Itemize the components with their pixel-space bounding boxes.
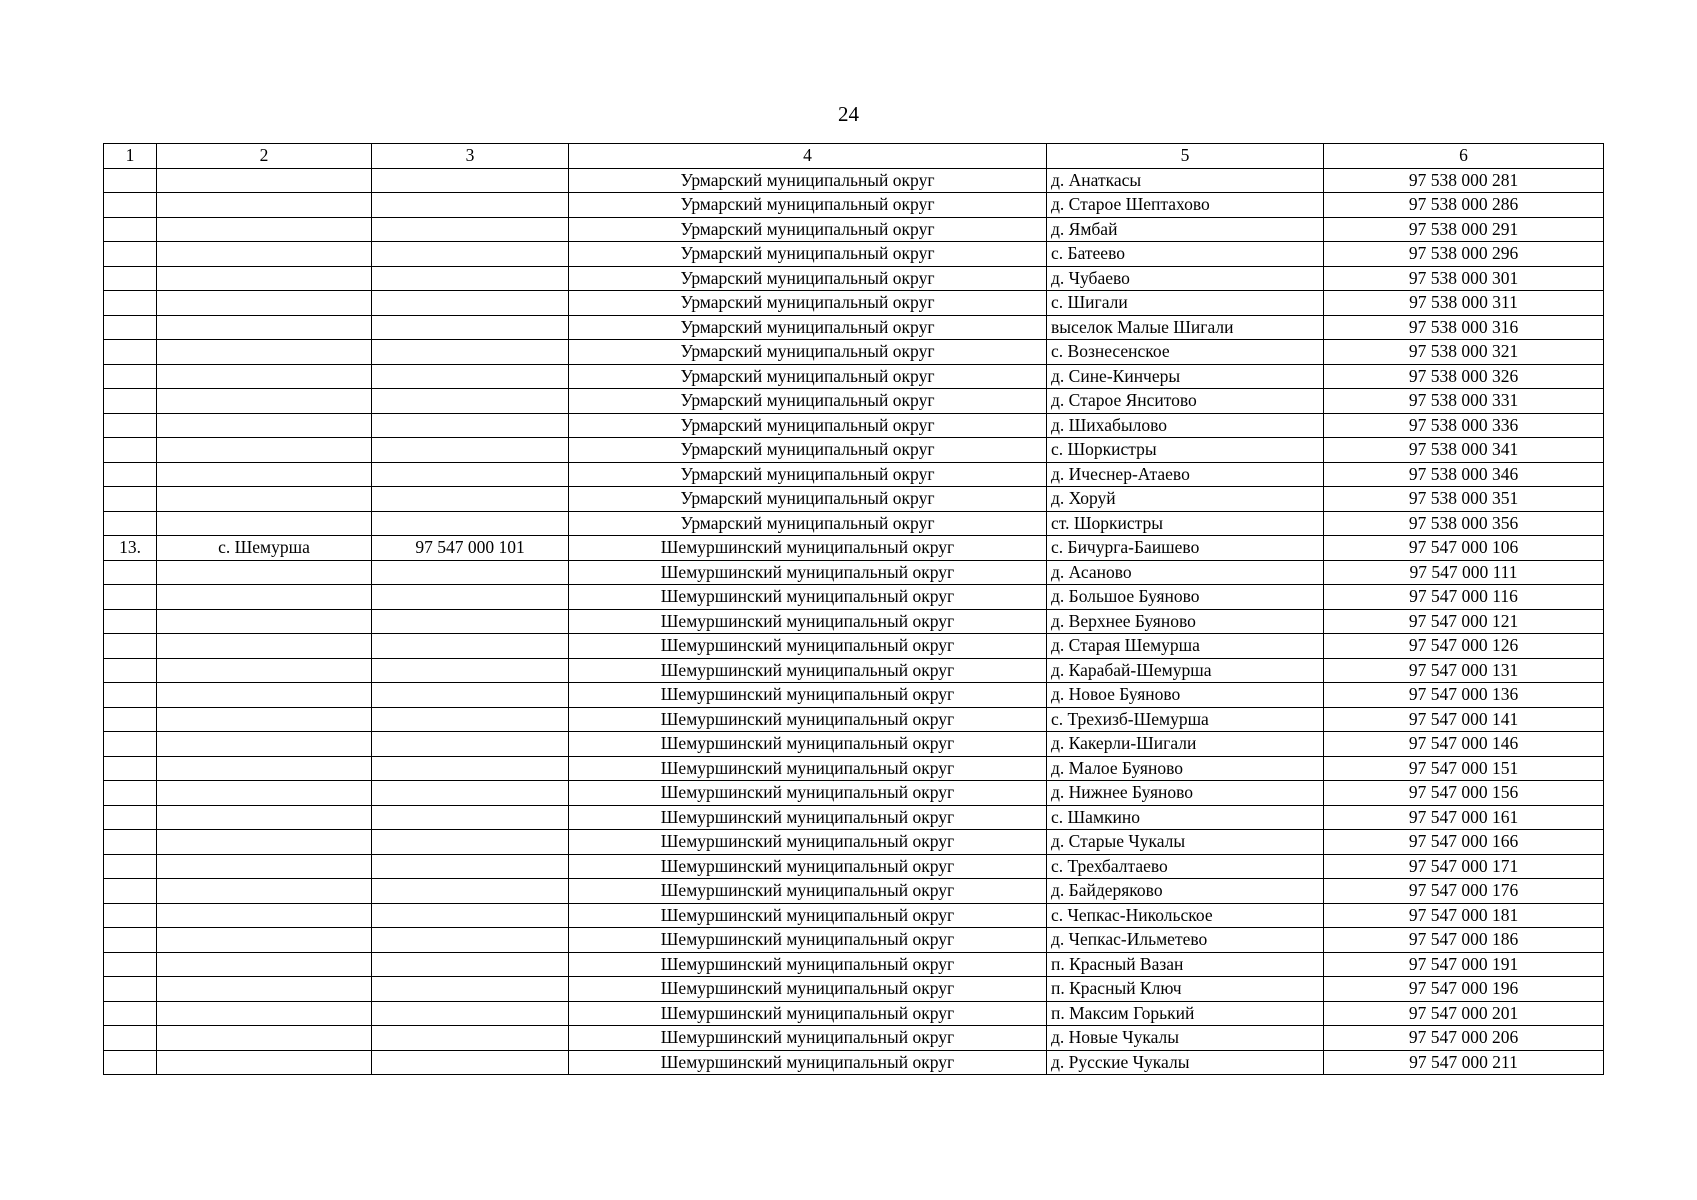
center-code-cell (372, 315, 569, 340)
center-cell (157, 193, 372, 218)
settlement-code-cell: 97 538 000 281 (1324, 168, 1604, 193)
row-number-cell (104, 707, 157, 732)
column-header: 2 (157, 144, 372, 169)
municipal-district-cell: Шемуршинский муниципальный округ (569, 560, 1047, 585)
settlement-code-cell: 97 538 000 286 (1324, 193, 1604, 218)
center-code-cell (372, 462, 569, 487)
settlement-cell: с. Шоркистры (1047, 438, 1324, 463)
municipal-district-cell: Шемуршинский муниципальный округ (569, 854, 1047, 879)
settlement-cell: с. Трехизб-Шемурша (1047, 707, 1324, 732)
table-row (104, 781, 1604, 806)
center-code-cell: 97 547 000 101 (372, 536, 569, 561)
municipal-district-cell: Шемуршинский муниципальный округ (569, 1026, 1047, 1051)
settlement-code-cell: 97 547 000 111 (1324, 560, 1604, 585)
municipal-district-cell: Урмарский муниципальный округ (569, 266, 1047, 291)
settlement-code-cell: 97 538 000 316 (1324, 315, 1604, 340)
municipal-district-cell: Урмарский муниципальный округ (569, 487, 1047, 512)
municipal-district-cell: Шемуршинский муниципальный округ (569, 585, 1047, 610)
municipal-district-cell: Шемуршинский муниципальный округ (569, 732, 1047, 757)
settlement-cell: ст. Шоркистры (1047, 511, 1324, 536)
row-number-cell: 13. (104, 536, 157, 561)
settlement-cell: п. Максим Горький (1047, 1001, 1324, 1026)
settlement-cell: д. Анаткасы (1047, 168, 1324, 193)
column-header: 6 (1324, 144, 1604, 169)
table-header-row (104, 144, 1604, 169)
row-number-cell (104, 854, 157, 879)
settlement-cell: д. Старое Шептахово (1047, 193, 1324, 218)
center-code-cell (372, 756, 569, 781)
center-cell (157, 707, 372, 732)
table-row (104, 462, 1604, 487)
table-row (104, 634, 1604, 659)
settlement-cell: д. Нижнее Буяново (1047, 781, 1324, 806)
center-code-cell (372, 952, 569, 977)
center-code-cell (372, 830, 569, 855)
table-row (104, 977, 1604, 1002)
center-code-cell (372, 879, 569, 904)
center-code-cell (372, 634, 569, 659)
settlement-cell: д. Шихабылово (1047, 413, 1324, 438)
table-row (104, 266, 1604, 291)
settlement-cell: д. Асаново (1047, 560, 1324, 585)
settlement-cell: д. Какерли-Шигали (1047, 732, 1324, 757)
settlement-cell: с. Бичурга-Баишево (1047, 536, 1324, 561)
row-number-cell (104, 585, 157, 610)
row-number-cell (104, 438, 157, 463)
center-code-cell (372, 977, 569, 1002)
settlement-cell: с. Батеево (1047, 242, 1324, 267)
table-row (104, 364, 1604, 389)
settlement-cell: д. Ичеснер-Атаево (1047, 462, 1324, 487)
table-row (104, 585, 1604, 610)
center-code-cell (372, 928, 569, 953)
settlement-cell: д. Русские Чукалы (1047, 1050, 1324, 1075)
row-number-cell (104, 511, 157, 536)
settlement-code-cell: 97 547 000 106 (1324, 536, 1604, 561)
settlement-code-cell: 97 547 000 116 (1324, 585, 1604, 610)
municipal-district-cell: Шемуршинский муниципальный округ (569, 1001, 1047, 1026)
municipal-district-cell: Урмарский муниципальный округ (569, 242, 1047, 267)
center-cell (157, 1001, 372, 1026)
center-cell (157, 756, 372, 781)
row-number-cell (104, 364, 157, 389)
center-code-cell (372, 168, 569, 193)
center-code-cell (372, 1001, 569, 1026)
table-row (104, 560, 1604, 585)
center-code-cell (372, 683, 569, 708)
row-number-cell (104, 928, 157, 953)
center-code-cell (372, 291, 569, 316)
settlement-code-cell: 97 547 000 206 (1324, 1026, 1604, 1051)
table-row (104, 756, 1604, 781)
center-code-cell (372, 511, 569, 536)
row-number-cell (104, 217, 157, 242)
center-code-cell (372, 242, 569, 267)
municipal-district-cell: Урмарский муниципальный округ (569, 462, 1047, 487)
column-header: 3 (372, 144, 569, 169)
settlement-code-cell: 97 547 000 131 (1324, 658, 1604, 683)
center-code-cell (372, 1050, 569, 1075)
table-row (104, 217, 1604, 242)
row-number-cell (104, 732, 157, 757)
center-cell (157, 683, 372, 708)
center-cell (157, 854, 372, 879)
municipal-district-cell: Шемуршинский муниципальный округ (569, 952, 1047, 977)
center-code-cell (372, 781, 569, 806)
center-cell (157, 1050, 372, 1075)
center-cell (157, 879, 372, 904)
municipal-district-cell: Шемуршинский муниципальный округ (569, 609, 1047, 634)
settlement-cell: с. Чепкас-Никольское (1047, 903, 1324, 928)
municipal-district-cell: Шемуршинский муниципальный округ (569, 781, 1047, 806)
center-cell (157, 487, 372, 512)
table-row (104, 707, 1604, 732)
settlement-code-cell: 97 547 000 141 (1324, 707, 1604, 732)
settlement-code-cell: 97 538 000 301 (1324, 266, 1604, 291)
settlement-code-cell: 97 538 000 341 (1324, 438, 1604, 463)
table-row (104, 683, 1604, 708)
table-row (104, 168, 1604, 193)
municipal-district-cell: Урмарский муниципальный округ (569, 217, 1047, 242)
table-row (104, 1026, 1604, 1051)
row-number-cell (104, 193, 157, 218)
settlement-cell: с. Шамкино (1047, 805, 1324, 830)
center-cell (157, 560, 372, 585)
table-row (104, 193, 1604, 218)
municipal-district-cell: Шемуршинский муниципальный округ (569, 805, 1047, 830)
municipal-district-cell: Урмарский муниципальный округ (569, 168, 1047, 193)
center-cell (157, 389, 372, 414)
row-number-cell (104, 1001, 157, 1026)
municipal-district-cell: Шемуршинский муниципальный округ (569, 977, 1047, 1002)
row-number-cell (104, 168, 157, 193)
center-cell (157, 781, 372, 806)
center-cell (157, 585, 372, 610)
table-row (104, 1050, 1604, 1075)
settlement-code-cell: 97 547 000 211 (1324, 1050, 1604, 1075)
municipal-district-cell: Шемуршинский муниципальный округ (569, 879, 1047, 904)
settlement-code-cell: 97 547 000 126 (1324, 634, 1604, 659)
settlement-code-cell: 97 538 000 296 (1324, 242, 1604, 267)
settlement-code-cell: 97 547 000 171 (1324, 854, 1604, 879)
settlement-cell: д. Чепкас-Ильметево (1047, 928, 1324, 953)
center-cell (157, 413, 372, 438)
row-number-cell (104, 658, 157, 683)
row-number-cell (104, 462, 157, 487)
center-cell (157, 217, 372, 242)
settlement-code-cell: 97 538 000 331 (1324, 389, 1604, 414)
settlement-code-cell: 97 547 000 151 (1324, 756, 1604, 781)
table-row (104, 389, 1604, 414)
column-header: 4 (569, 144, 1047, 169)
settlement-code-cell: 97 538 000 311 (1324, 291, 1604, 316)
settlement-cell: с. Трехбалтаево (1047, 854, 1324, 879)
settlement-cell: п. Красный Ключ (1047, 977, 1324, 1002)
municipal-district-cell: Урмарский муниципальный округ (569, 413, 1047, 438)
row-number-cell (104, 683, 157, 708)
center-code-cell (372, 364, 569, 389)
center-cell (157, 168, 372, 193)
center-cell (157, 805, 372, 830)
row-number-cell (104, 781, 157, 806)
settlement-code-cell: 97 547 000 201 (1324, 1001, 1604, 1026)
settlement-code-cell: 97 547 000 186 (1324, 928, 1604, 953)
settlement-cell: д. Байдеряково (1047, 879, 1324, 904)
center-cell (157, 609, 372, 634)
municipal-district-cell: Урмарский муниципальный округ (569, 315, 1047, 340)
center-cell (157, 438, 372, 463)
row-number-cell (104, 560, 157, 585)
settlement-code-cell: 97 547 000 176 (1324, 879, 1604, 904)
center-code-cell (372, 389, 569, 414)
center-cell (157, 462, 372, 487)
row-number-cell (104, 756, 157, 781)
row-number-cell (104, 1050, 157, 1075)
center-cell (157, 903, 372, 928)
municipal-district-cell: Шемуршинский муниципальный округ (569, 658, 1047, 683)
center-code-cell (372, 560, 569, 585)
settlement-cell: д. Карабай-Шемурша (1047, 658, 1324, 683)
center-code-cell (372, 658, 569, 683)
center-cell (157, 315, 372, 340)
center-code-cell (372, 1026, 569, 1051)
center-cell (157, 952, 372, 977)
settlement-code-cell: 97 547 000 156 (1324, 781, 1604, 806)
row-number-cell (104, 805, 157, 830)
settlement-code-cell: 97 538 000 326 (1324, 364, 1604, 389)
row-number-cell (104, 266, 157, 291)
settlement-cell: выселок Малые Шигали (1047, 315, 1324, 340)
settlement-code-cell: 97 547 000 166 (1324, 830, 1604, 855)
settlement-code-cell: 97 538 000 356 (1324, 511, 1604, 536)
table-row (104, 536, 1604, 561)
center-cell (157, 732, 372, 757)
row-number-cell (104, 315, 157, 340)
settlement-cell: д. Большое Буяново (1047, 585, 1324, 610)
settlement-code-cell: 97 547 000 146 (1324, 732, 1604, 757)
settlement-cell: п. Красный Вазан (1047, 952, 1324, 977)
center-code-cell (372, 487, 569, 512)
row-number-cell (104, 830, 157, 855)
center-code-cell (372, 805, 569, 830)
municipal-district-cell: Урмарский муниципальный округ (569, 438, 1047, 463)
center-code-cell (372, 854, 569, 879)
table-row (104, 242, 1604, 267)
table-row (104, 903, 1604, 928)
settlement-code-cell: 97 538 000 321 (1324, 340, 1604, 365)
municipal-district-cell: Шемуршинский муниципальный округ (569, 1050, 1047, 1075)
table-row (104, 340, 1604, 365)
municipal-table (103, 143, 1604, 1075)
center-cell (157, 242, 372, 267)
table-row (104, 609, 1604, 634)
settlement-cell: с. Шигали (1047, 291, 1324, 316)
municipal-district-cell: Урмарский муниципальный округ (569, 291, 1047, 316)
row-number-cell (104, 952, 157, 977)
table-row (104, 487, 1604, 512)
row-number-cell (104, 242, 157, 267)
settlement-code-cell: 97 547 000 136 (1324, 683, 1604, 708)
center-cell (157, 928, 372, 953)
table-row (104, 1001, 1604, 1026)
settlement-cell: д. Старая Шемурша (1047, 634, 1324, 659)
table-row (104, 438, 1604, 463)
center-cell (157, 658, 372, 683)
row-number-cell (104, 340, 157, 365)
table-row (104, 805, 1604, 830)
settlement-cell: д. Верхнее Буяново (1047, 609, 1324, 634)
settlement-code-cell: 97 538 000 336 (1324, 413, 1604, 438)
table-row (104, 952, 1604, 977)
settlement-code-cell: 97 547 000 121 (1324, 609, 1604, 634)
row-number-cell (104, 389, 157, 414)
center-code-cell (372, 217, 569, 242)
row-number-cell (104, 413, 157, 438)
municipal-district-cell: Шемуршинский муниципальный округ (569, 536, 1047, 561)
table-body (104, 168, 1604, 1075)
row-number-cell (104, 903, 157, 928)
center-code-cell (372, 609, 569, 634)
center-cell (157, 511, 372, 536)
row-number-cell (104, 609, 157, 634)
municipal-district-cell: Шемуршинский муниципальный округ (569, 903, 1047, 928)
table-row (104, 879, 1604, 904)
row-number-cell (104, 291, 157, 316)
municipal-district-cell: Шемуршинский муниципальный округ (569, 707, 1047, 732)
center-code-cell (372, 438, 569, 463)
settlement-cell: д. Ямбай (1047, 217, 1324, 242)
municipal-district-cell: Урмарский муниципальный округ (569, 389, 1047, 414)
municipal-district-cell: Шемуршинский муниципальный округ (569, 683, 1047, 708)
row-number-cell (104, 1026, 157, 1051)
center-cell (157, 634, 372, 659)
settlement-code-cell: 97 538 000 351 (1324, 487, 1604, 512)
center-code-cell (372, 413, 569, 438)
settlement-cell: д. Старое Янситово (1047, 389, 1324, 414)
center-code-cell (372, 707, 569, 732)
municipal-district-cell: Урмарский муниципальный округ (569, 511, 1047, 536)
center-code-cell (372, 585, 569, 610)
settlement-code-cell: 97 547 000 191 (1324, 952, 1604, 977)
table-row (104, 854, 1604, 879)
municipal-district-cell: Урмарский муниципальный округ (569, 364, 1047, 389)
settlement-cell: д. Новое Буяново (1047, 683, 1324, 708)
settlement-code-cell: 97 547 000 196 (1324, 977, 1604, 1002)
table-row (104, 928, 1604, 953)
settlement-cell: д. Новые Чукалы (1047, 1026, 1324, 1051)
center-cell (157, 977, 372, 1002)
center-cell (157, 266, 372, 291)
table-row (104, 413, 1604, 438)
center-code-cell (372, 266, 569, 291)
row-number-cell (104, 879, 157, 904)
municipal-district-cell: Урмарский муниципальный округ (569, 340, 1047, 365)
center-cell: с. Шемурша (157, 536, 372, 561)
table-row (104, 315, 1604, 340)
center-cell (157, 364, 372, 389)
row-number-cell (104, 634, 157, 659)
center-code-cell (372, 732, 569, 757)
column-header: 5 (1047, 144, 1324, 169)
municipal-district-cell: Урмарский муниципальный округ (569, 193, 1047, 218)
center-code-cell (372, 340, 569, 365)
settlement-cell: с. Вознесенское (1047, 340, 1324, 365)
settlement-cell: д. Сине-Кинчеры (1047, 364, 1324, 389)
municipal-district-cell: Шемуршинский муниципальный округ (569, 756, 1047, 781)
municipal-district-cell: Шемуршинский муниципальный округ (569, 830, 1047, 855)
settlement-cell: д. Хоруй (1047, 487, 1324, 512)
table-row (104, 732, 1604, 757)
table-row (104, 511, 1604, 536)
settlement-cell: д. Старые Чукалы (1047, 830, 1324, 855)
page-number: 24 (838, 102, 859, 126)
table-row (104, 830, 1604, 855)
table-row (104, 658, 1604, 683)
table-row (104, 291, 1604, 316)
settlement-code-cell: 97 538 000 291 (1324, 217, 1604, 242)
row-number-cell (104, 977, 157, 1002)
settlement-cell: д. Малое Буяново (1047, 756, 1324, 781)
municipal-district-cell: Шемуршинский муниципальный округ (569, 928, 1047, 953)
center-code-cell (372, 193, 569, 218)
settlement-code-cell: 97 538 000 346 (1324, 462, 1604, 487)
center-cell (157, 291, 372, 316)
settlement-code-cell: 97 547 000 161 (1324, 805, 1604, 830)
center-cell (157, 1026, 372, 1051)
center-code-cell (372, 903, 569, 928)
column-header: 1 (104, 144, 157, 169)
settlement-cell: д. Чубаево (1047, 266, 1324, 291)
center-cell (157, 340, 372, 365)
settlement-code-cell: 97 547 000 181 (1324, 903, 1604, 928)
center-cell (157, 830, 372, 855)
municipal-district-cell: Шемуршинский муниципальный округ (569, 634, 1047, 659)
row-number-cell (104, 487, 157, 512)
